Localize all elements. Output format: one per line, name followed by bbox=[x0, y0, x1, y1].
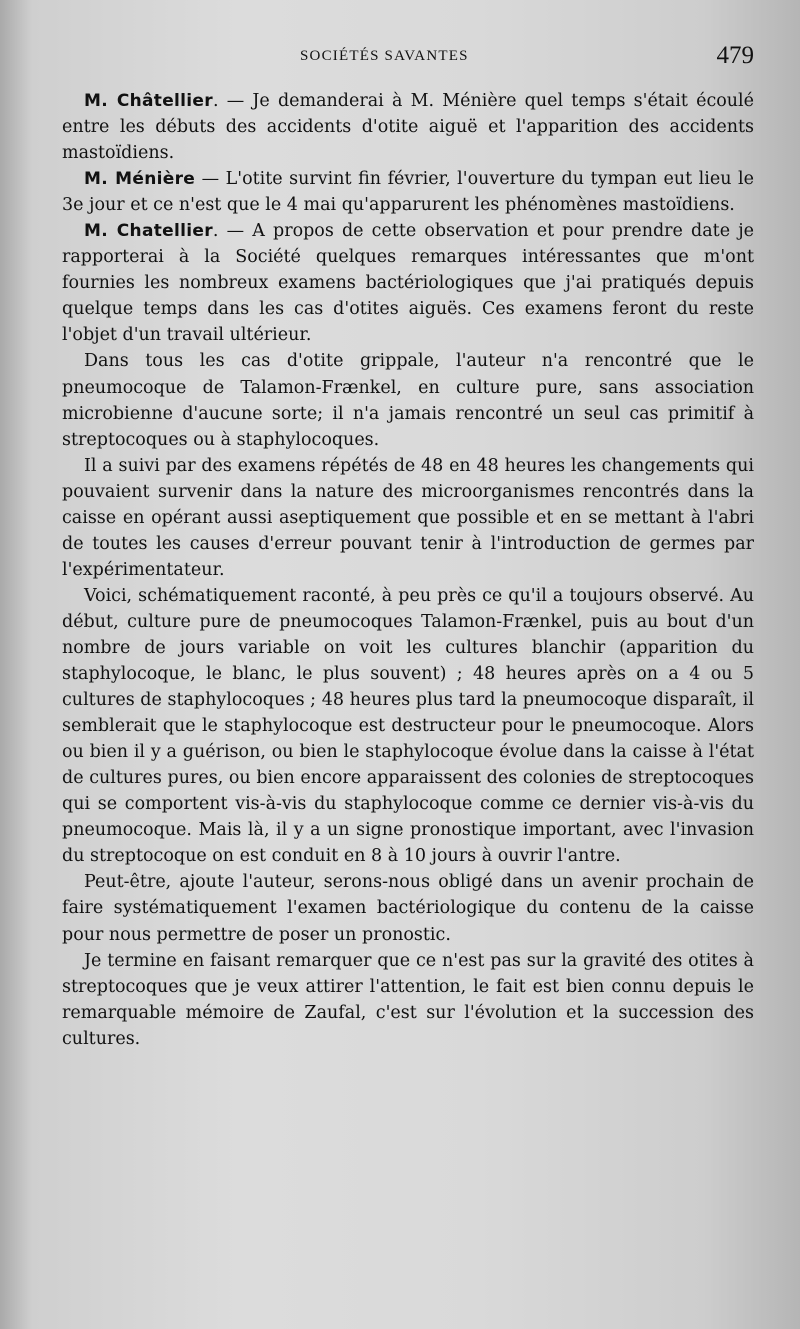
paragraph-grippal-otitis bbox=[62, 348, 754, 452]
paragraph-text: Il a suivi par des examens répétés de 48 en 48 heures les changements qui pouvaient survenir dans la nature des microorganismes rencontrés dans la caisse en opérant aussi aseptiquement que possible et en se mettant à l'abri de toutes les causes d'erreur pouvant tenir à l'introduction de germes par l'expérimentateur. bbox=[62, 455, 754, 580]
speaker-name: M. Chatellier bbox=[84, 221, 213, 242]
paragraph-chatellier-question bbox=[62, 88, 754, 166]
paragraph-text: . — Je demanderai à M. Ménière quel temps s'était écoulé entre les débuts des accidents d'otite aiguë et l'apparition des accidents mastoïdiens. bbox=[62, 91, 755, 164]
paragraph-observations bbox=[62, 583, 754, 870]
paragraph-text: Peut-être, ajoute l'auteur, serons-nous obligé dans un avenir prochain de faire systématiquement l'examen bactériologique du contenu de la caisse pour nous permettre de poser un pronostic. bbox=[62, 872, 754, 945]
paragraph-text: — L'otite survint fin février, l'ouverture du tympan eut lieu le 3e jour et ce n'est que le 4 mai qu'apparurent les phénomènes mastoïdiens. bbox=[62, 169, 754, 216]
speaker-name: M. Châtellier bbox=[84, 91, 213, 111]
paragraph-chatellier-remarks bbox=[62, 218, 754, 348]
page-number: 479 bbox=[716, 42, 754, 69]
paragraph-prognosis bbox=[62, 869, 754, 947]
paragraph-repeated-exams bbox=[62, 453, 754, 583]
paragraph-text: Je termine en faisant remarquer que ce n'est pas sur la gravité des otites à streptocoques que je veux attirer l'attention, le fait est bien connu depuis le remarquable mémoire de Zaufal, c'est sur l'évolution et la succession des cultures. bbox=[62, 950, 754, 1049]
paragraph-text: Dans tous les cas d'otite grippale, l'auteur n'a rencontré que le pneumocoque de Talamon-Frænkel, en culture pure, sans association microbienne d'aucune sorte; il n'a jamais rencontré un seul cas primitif à streptocoques ou à staphylocoques. bbox=[62, 351, 754, 450]
speaker-name: M. Ménière bbox=[84, 169, 196, 190]
paragraph-text: Voici, schématiquement raconté, à peu près ce qu'il a toujours observé. Au début, culture pure de pneumocoques Talamon-Frænkel, puis au bout d'un nombre de jours variable on voit les cultures blanchir (apparition du staphylocoque, le blanc, le plus souvent) ; 48 heures après on a 4 ou 5 cultures de staphylocoques ; 48 heures plus tard la pneumocoque disparaît, il semblerait que le staphylocoque est destructeur pour le pneumocoque. Alors ou bien il y a guérison, ou bien le staphylocoque évolue dans la caisse à l'état de cultures pures, ou bien encore apparaissent des colonies de streptocoques qui se comportent vis-à-vis du staphylocoque comme ce dernier vis-à-vis du pneumocoque. Mais là, il y a un signe pronostique important, avec l'invasion du streptocoque on est conduit en 8 à 10 jours à ouvrir l'antre. bbox=[62, 585, 754, 867]
paragraph-conclusion bbox=[62, 948, 754, 1052]
paragraph-text: . — A propos de cette observation et pour prendre date je rapporterai à la Société quelques remarques intéressantes que m'ont fournies les nombreux examens bactériologiques que j'ai pratiqués depuis quelque temps dans les cas d'otites aiguës. Ces examens feront du reste l'objet d'un travail ultérieur. bbox=[62, 221, 754, 346]
page-header bbox=[60, 44, 760, 84]
paragraph-meniere-answer bbox=[62, 166, 754, 218]
running-head: SOCIÉTÉS SAVANTES bbox=[300, 48, 469, 64]
body-text bbox=[62, 88, 754, 1052]
